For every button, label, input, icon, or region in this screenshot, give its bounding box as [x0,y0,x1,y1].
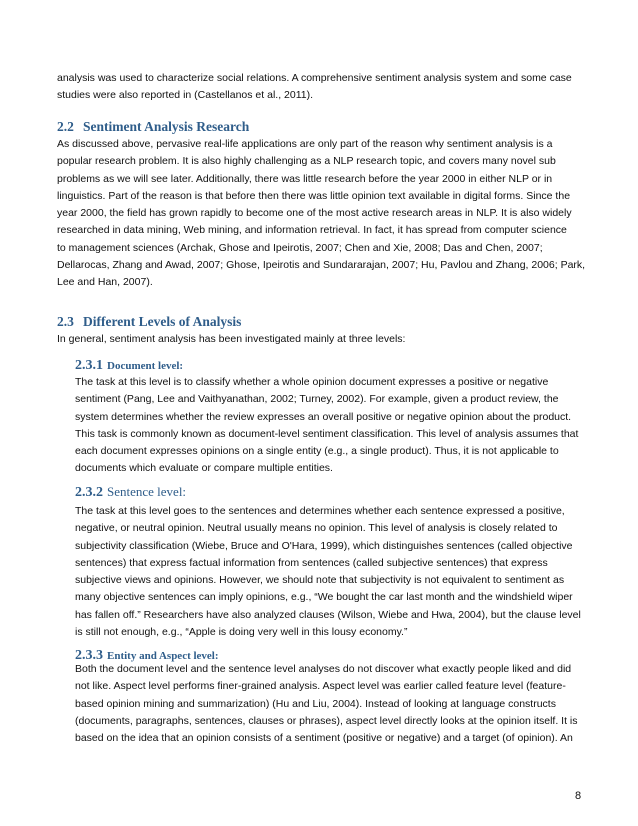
section-number: 2.2 [57,119,74,134]
text-line: to management sciences (Archak, Ghose and Ipeirotis, 2007; Chen and Xie, 2008; Das and Chen, 2007; [57,241,543,254]
section-number: 2.3.2 [75,485,103,500]
text-line: researched in data mining, Web mining, and information retrieval. In fact, it has spread from computer science [57,224,567,237]
text-line: Dellarocas, Zhang and Awad, 2007; Ghose, Ipeirotis and Sundararajan, 2007; Hu, Pavlou and Zhang, 2006; Park, [57,259,586,272]
section-2-2-paragraph [57,136,585,292]
text-line: subjectivity classification (Wiebe, Bruce and O'Hara, 1999), which distinguishes sentences (called objective [75,539,573,552]
section-2-3-3-paragraph [75,661,578,747]
text-line: sentiment (Pang, Lee and Vaithyanathan, 2002; Turney, 2002). For example, given a product review, the [75,393,559,406]
text-line: (documents, paragraphs, sentences, clauses or phrases), aspect level directly looks at the opinion itself. It is [75,714,578,727]
text-line: has fallen off.” Researchers have also analyzed clauses (Wilson, Wiebe and Hwa, 2004), but the clause level [75,608,581,621]
section-heading-2-2 [57,119,249,135]
text-line: many objective sentences can imply opinions, e.g., “We bought the car last month and the windshield wiper [75,591,573,604]
text-line: is still not enough, e.g., “Apple is doing very well in this lousy economy.” [75,626,408,639]
text-line: popular research problem. It is also highly challenging as a NLP research topic, and covers many novel sub [57,155,556,168]
text-line: not like. Aspect level performs finer-grained analysis. Aspect level was earlier called feature level (feature- [75,680,566,693]
section-heading-2-3-2 [75,484,186,501]
text-line: studies were also reported in (Castellanos et al., 2011). [57,89,314,102]
text-line: subjective views and opinions. However, we should note that subjectivity is not equivalent to sentiment as [75,574,565,587]
section-title: Entity and Aspect level: [107,650,219,662]
section-heading-2-3-1 [75,357,183,374]
text-line: linguistics. Part of the reason is that before then there was little opinion text available in digital forms. Since the [57,189,571,202]
text-line: In general, sentiment analysis has been investigated mainly at three levels: [57,333,406,345]
text-line: problems as we will see later. Additionally, there was little research before the year 2000 in either NLP or in [57,172,553,185]
section-2-3-paragraph [57,331,405,348]
section-number: 2.3.1 [75,358,103,373]
intro-paragraph [57,70,572,105]
text-line: Lee and Han, 2007). [57,276,153,289]
text-line: sentences) that express factual information from sentences (called subjective sentences) that express [75,556,548,569]
text-line: As discussed above, pervasive real-life applications are only part of the reason why sentiment analysis is a [57,138,553,150]
section-heading-2-3 [57,314,241,330]
section-2-3-2-paragraph [75,503,581,641]
section-title: Sentiment Analysis Research [83,119,250,134]
text-line: documents which evaluate or compare multiple entities. [75,462,333,475]
text-line: based on the idea that an opinion consists of a sentiment (positive or negative) and a target (of opinion). An [75,732,573,745]
text-line: year 2000, the field has grown rapidly to become one of the most active research areas in NLP. It is also widely [57,207,572,220]
text-line: based opinion mining and summarization) (Hu and Liu, 2004). Instead of looking at language constructs [75,697,556,710]
text-line: Both the document level and the sentence level analyses do not discover what exactly people liked and did [75,663,572,675]
section-title: Different Levels of Analysis [83,314,242,329]
text-line: analysis was used to characterize social relations. A comprehensive sentiment analysis system and some case [57,72,572,84]
text-line: negative, or neutral opinion. Neutral usually means no opinion. This level of analysis is closely related to [75,522,558,535]
text-line: each document expresses opinions on a single entity (e.g., a single product). Thus, it is not applicable to [75,445,559,458]
text-line: This task is commonly known as document-level sentiment classification. This level of analysis assumes that [75,427,579,440]
text-line: The task at this level is to classify whether a whole opinion document expresses a positive or negative [75,376,549,388]
page-number: 8 [575,790,582,802]
text-line: The task at this level goes to the sentences and determines whether each sentence expressed a positive, [75,505,565,517]
section-title: Document level: [107,360,184,372]
section-2-3-1-paragraph [75,374,578,478]
section-number: 2.3.3 [75,648,103,663]
section-title: Sentence level: [107,484,187,499]
text-line: system determines whether the review expresses an overall positive or negative opinion about the product. [75,410,572,423]
section-number: 2.3 [57,314,74,329]
